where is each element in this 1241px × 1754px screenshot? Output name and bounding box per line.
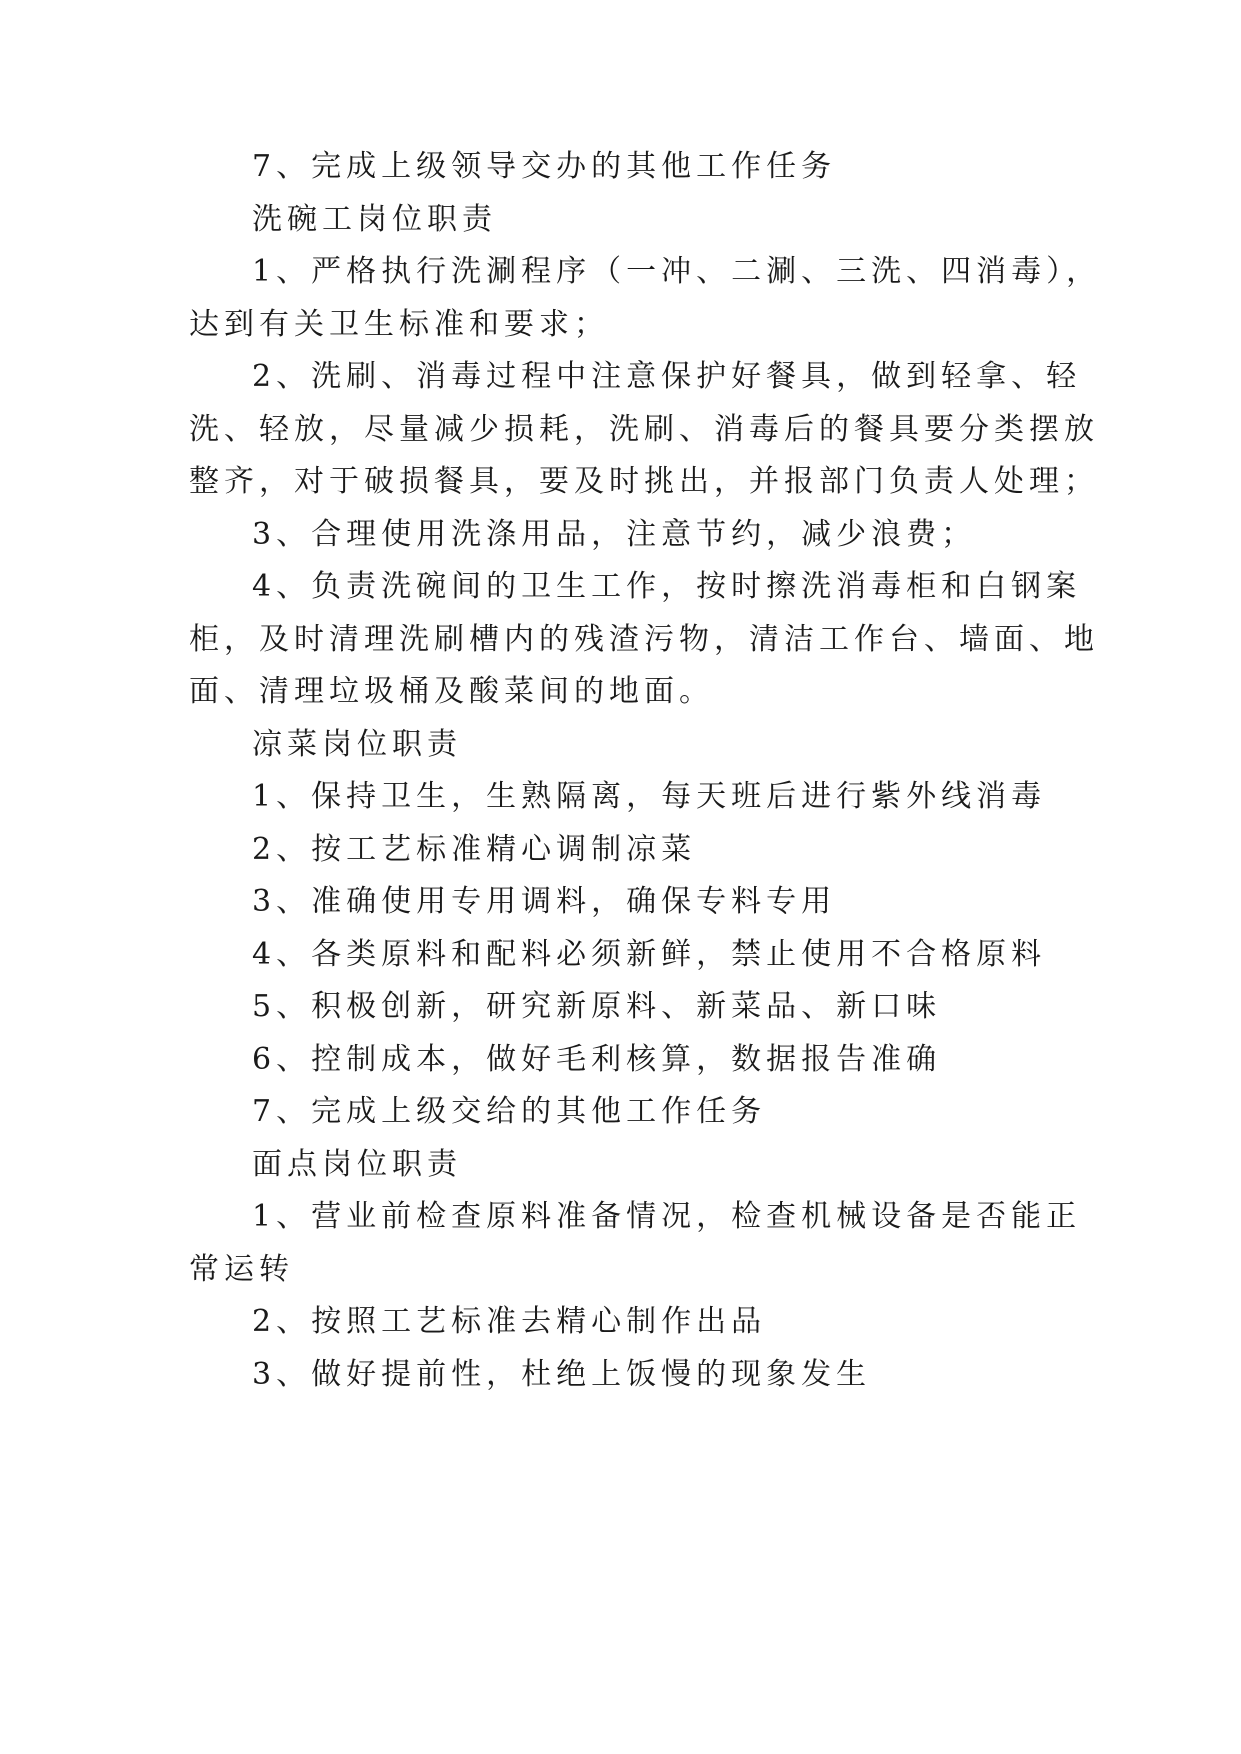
- paragraph-line: 4、各类原料和配料必须新鲜，禁止使用不合格原料: [252, 937, 1047, 972]
- paragraph-line: 1、营业前检查原料准备情况，检查机械设备是否能正: [252, 1199, 1082, 1234]
- paragraph-line: 整齐，对于破损餐具，要及时挑出，并报部门负责人处理；: [189, 464, 1099, 499]
- paragraph-line: 常运转: [189, 1252, 294, 1287]
- paragraph-line: 3、准确使用专用调料，确保专料专用: [252, 884, 837, 919]
- paragraph-line: 柜，及时清理洗刷槽内的残渣污物，清洁工作台、墙面、地: [189, 622, 1099, 657]
- paragraph-line: 2、按工艺标准精心调制凉菜: [252, 832, 697, 867]
- paragraph-line: 洗、轻放，尽量减少损耗，洗刷、消毒后的餐具要分类摆放: [189, 412, 1099, 447]
- paragraph-line: 1、保持卫生，生熟隔离，每天班后进行紫外线消毒: [252, 779, 1047, 814]
- paragraph-line: 2、按照工艺标准去精心制作出品: [252, 1304, 767, 1339]
- section-heading-dishwasher: 洗碗工岗位职责: [252, 202, 497, 237]
- paragraph-line: 2、洗刷、消毒过程中注意保护好餐具，做到轻拿、轻: [252, 359, 1082, 394]
- paragraph-line: 4、负责洗碗间的卫生工作，按时擦洗消毒柜和白钢案: [252, 569, 1082, 604]
- paragraph-line: 5、积极创新，研究新原料、新菜品、新口味: [252, 989, 942, 1024]
- paragraph-line: 3、做好提前性，杜绝上饭慢的现象发生: [252, 1357, 872, 1392]
- paragraph-line: 7、完成上级领导交办的其他工作任务: [252, 149, 837, 184]
- paragraph-line: 3、合理使用洗涤用品，注意节约，减少浪费；: [252, 517, 977, 552]
- section-heading-cold-dishes: 凉菜岗位职责: [252, 727, 462, 762]
- paragraph-line: 1、严格执行洗涮程序（一冲、二涮、三洗、四消毒），: [252, 254, 1102, 289]
- paragraph-line: 面、清理垃圾桶及酸菜间的地面。: [189, 674, 714, 709]
- paragraph-line: 7、完成上级交给的其他工作任务: [252, 1094, 767, 1129]
- section-heading-pastry: 面点岗位职责: [252, 1147, 462, 1182]
- paragraph-line: 6、控制成本，做好毛利核算，数据报告准确: [252, 1042, 942, 1077]
- paragraph-line: 达到有关卫生标准和要求；: [189, 307, 609, 342]
